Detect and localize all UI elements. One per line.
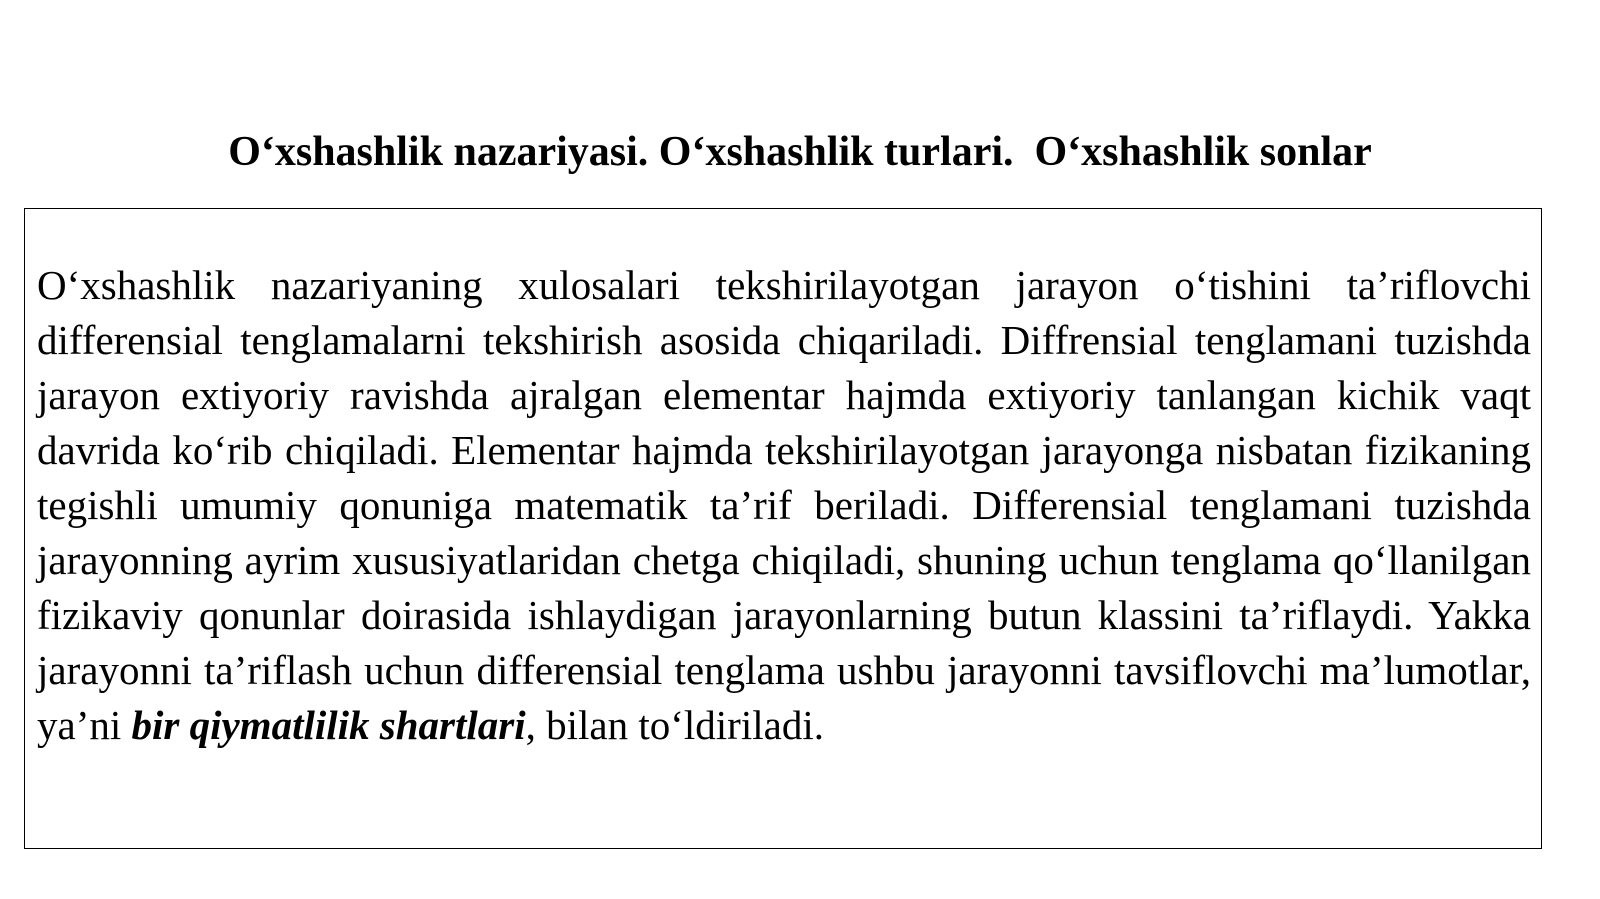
paragraph-text-end: , bilan to‘ldiriladi.	[525, 702, 824, 748]
slide-title: O‘xshashlik nazariyasi. O‘xshashlik turlari. O‘xshashlik sonlar	[228, 129, 1372, 175]
emphasized-term: bir qiymatlilik shartlari	[131, 702, 526, 748]
paragraph-text-start: O‘xshashlik nazariyaning xulosalari tekshirilayotgan jarayon o‘tishini ta’riflovchi differensial tenglamalarni tekshirish asosida chiqariladi. Diffrensial tenglamani tuzishda jarayon extiyoriy ravishda ajralgan elementar hajmda extiyoriy tanlangan kichik vaqt davrida ko‘rib chiqiladi. Elementar hajmda tekshirilayotgan jarayonga nisbatan fizikaning tegishli umumiy qonuniga matematik ta’rif beriladi. Differensial tenglamani tuzishda jarayonning ayrim xususiyatlaridan chetga chiqiladi, shuning uchun tenglama qo‘llanilgan fizikaviy qonunlar doirasida ishlaydigan jarayonlarning butun klassini ta’riflaydi. Yakka jarayonni ta’riflash uchun differensial tenglama ushbu jarayonni tavsiflovchi ma’lumotlar, ya’ni	[37, 262, 1531, 748]
content-box	[24, 208, 1542, 849]
body-paragraph	[37, 258, 1531, 753]
